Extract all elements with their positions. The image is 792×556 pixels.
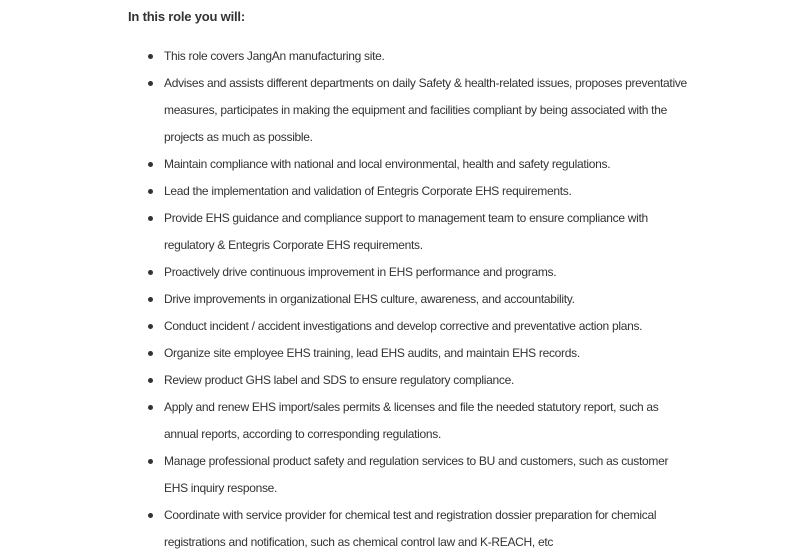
- list-item-text: Provide EHS guidance and compliance support to management team to ensure compliance with regulatory & Entegris Corporate EHS requirements.: [164, 211, 648, 252]
- list-item: [128, 502, 694, 556]
- responsibilities-list: [128, 43, 728, 556]
- list-item: [128, 259, 694, 286]
- bullet-icon: [148, 162, 153, 167]
- list-item: [128, 43, 694, 70]
- bullet-icon: [148, 297, 153, 302]
- bullet-icon: [148, 189, 153, 194]
- bullet-icon: [148, 324, 153, 329]
- job-responsibilities-section: [128, 7, 728, 556]
- bullet-icon: [148, 405, 153, 410]
- list-item-text: Apply and renew EHS import/sales permits & licenses and file the needed statutory report, such as annual reports, according to corresponding regulations.: [164, 400, 659, 441]
- list-item-text: Review product GHS label and SDS to ensure regulatory compliance.: [164, 373, 515, 387]
- list-item-text: Drive improvements in organizational EHS culture, awareness, and accountability.: [164, 292, 575, 306]
- bullet-icon: [148, 459, 153, 464]
- list-item: [128, 448, 694, 502]
- bullet-icon: [148, 270, 153, 275]
- bullet-icon: [148, 513, 153, 518]
- list-item: [128, 151, 694, 178]
- list-item-text: Maintain compliance with national and local environmental, health and safety regulations.: [164, 157, 611, 171]
- section-heading: In this role you will:: [128, 9, 245, 24]
- bullet-icon: [148, 378, 153, 383]
- list-item: [128, 340, 694, 367]
- list-item: [128, 178, 694, 205]
- list-item-text: Lead the implementation and validation of Entegris Corporate EHS requirements.: [164, 184, 572, 198]
- list-item: [128, 394, 694, 448]
- list-item: [128, 367, 694, 394]
- bullet-icon: [148, 216, 153, 221]
- list-item-text: Proactively drive continuous improvement in EHS performance and programs.: [164, 265, 557, 279]
- bullet-icon: [148, 54, 153, 59]
- list-item: [128, 313, 694, 340]
- list-item: [128, 70, 694, 151]
- list-item-text: Manage professional product safety and regulation services to BU and customers, such as customer EHS inquiry response.: [164, 454, 669, 495]
- list-item: [128, 205, 694, 259]
- bullet-icon: [148, 351, 153, 356]
- list-item-text: Advises and assists different departments on daily Safety & health-related issues, proposes preventative measures, participates in making the equipment and facilities compliant by being associated with the projects as much as possible.: [164, 76, 687, 144]
- list-item-text: This role covers JangAn manufacturing site.: [164, 49, 385, 63]
- list-item-text: Coordinate with service provider for chemical test and registration dossier preparation for chemical registrations and notification, such as chemical control law and K-REACH, etc: [164, 508, 657, 549]
- list-item-text: Organize site employee EHS training, lead EHS audits, and maintain EHS records.: [164, 346, 580, 360]
- bullet-icon: [148, 81, 153, 86]
- list-item-text: Conduct incident / accident investigations and develop corrective and preventative action plans.: [164, 319, 643, 333]
- list-item: [128, 286, 694, 313]
